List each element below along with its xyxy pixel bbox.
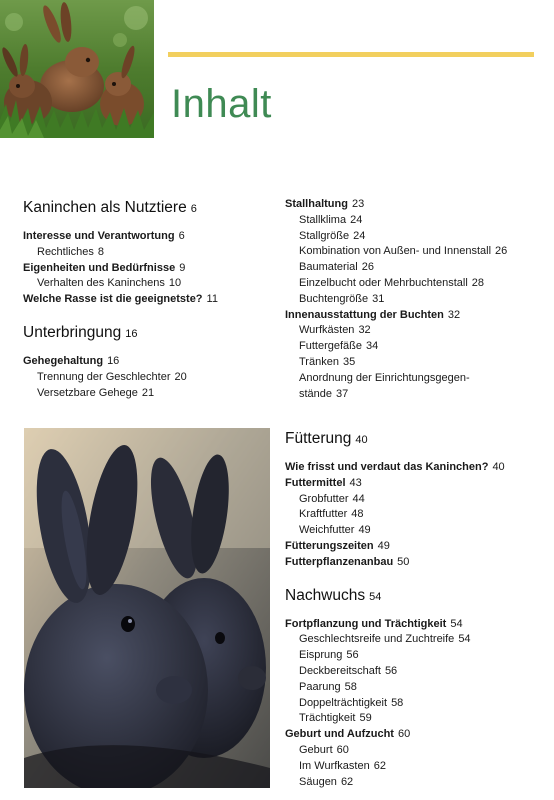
toc-entry-text: Eisprung [299,649,343,662]
toc-entry-page: 24 [350,213,363,226]
toc-entry-text: Innenausstattung der Buchten [285,308,444,321]
toc-entry [285,492,545,508]
toc-entry [285,323,545,339]
toc-entry-page: 37 [336,387,349,400]
toc-entry-text: Verhalten des Kaninchens [37,277,165,290]
toc-entry-text: Trächtigkeit [299,712,356,725]
toc-entry [285,213,545,229]
toc-right-top-column [285,197,545,402]
toc-entry-text: Kraftfutter [299,508,348,521]
toc-entry-text: Geschlechtsreife und Zuchtreife [299,633,455,646]
toc-entry-page: 31 [372,292,385,305]
toc-entry-page: 54 [458,633,471,646]
toc-entry [285,476,545,492]
toc-entry-text: Grobfutter [299,492,349,505]
toc-entry [285,292,545,308]
toc-entry-text: Paarung [299,680,341,693]
toc-entry-page: 60 [397,728,411,741]
toc-entry [285,308,545,324]
toc-entry-page: 54 [450,617,463,630]
toc-entry-text: Buchtengröße [299,292,369,305]
toc-entry [285,617,545,633]
toc-entry-text: Stallklima [299,213,347,226]
section-heading-label: Unterbringung [23,323,122,341]
section-heading-nachwuchs [285,585,545,608]
toc-entry [285,339,545,355]
toc-entry-page: 62 [340,775,354,788]
toc-entry-page: 6 [178,230,185,242]
toc-entry-page: 32 [447,308,461,321]
toc-entry [285,371,545,387]
section-heading-label: Kaninchen als Nutztiere [23,199,187,216]
toc-entry-page: 32 [358,324,371,337]
toc-entry-text: Geburt und Aufzucht [285,728,394,741]
toc-entry [23,245,273,261]
toc-entry-page: 26 [361,261,374,274]
toc-entry [285,727,545,743]
toc-entry-text: Stallgröße [299,229,350,242]
toc-entry [285,260,545,276]
toc-entry-page: 62 [373,759,386,772]
header-rule [168,52,534,57]
page-title: Inhalt [171,82,272,126]
toc-entry-page: 44 [352,492,365,505]
toc-entry [285,696,545,712]
toc-entry-page: 56 [384,664,398,677]
toc-entry-text: Gehegehaltung [23,354,104,367]
toc-entry-page: 16 [107,354,120,367]
toc-entry-text: Weichfutter [299,524,355,537]
toc-entry [285,539,545,555]
toc-entry-page: 28 [471,276,485,289]
toc-entry [23,276,273,292]
toc-entry [285,680,545,696]
black-rabbits-image [24,428,270,788]
toc-list-nachwuchs [285,617,545,791]
toc-entry-text: Rechtliches [37,245,94,258]
toc-entry-text: Futterpflanzenanbau [285,555,394,568]
toc-entry-text: Geburt [299,743,333,756]
toc-entry [23,386,273,402]
toc-entry-page: 9 [179,261,186,274]
toc-entry-page: 48 [351,508,364,521]
toc-entry [285,507,545,523]
toc-entry-page: 59 [359,712,372,725]
toc-entry [285,355,545,371]
toc-list-fuetterung [285,460,545,571]
section-heading-fuetterung [285,428,545,451]
toc-entry-text: stände [299,387,333,400]
toc-entry-page: 43 [349,476,362,489]
toc-entry-text: Anordnung der Einrichtungsgegen- [299,371,470,384]
toc-left-column [23,197,273,401]
toc-entry [285,759,545,775]
toc-entry-text: Im Wurfkasten [299,759,370,772]
toc-entry-page: 49 [358,524,371,537]
toc-entry-text: Interesse und Verantwortung [23,230,175,242]
toc-entry [285,276,545,292]
toc-entry-page: 58 [344,680,357,693]
toc-entry-page: 56 [346,649,359,662]
section-heading-label: Fütterung [285,430,352,447]
toc-entry-page: 10 [168,277,182,290]
toc-entry-text: Eigenheiten und Bedürfnisse [23,261,176,274]
toc-entry-page: 34 [365,340,379,353]
toc-entry-text: Tränken [299,355,339,368]
toc-entry-text: Trennung der Geschlechter [37,370,171,383]
toc-entry-page: 8 [97,245,104,258]
toc-entry [23,261,273,277]
toc-list-stallhaltung [285,197,545,402]
toc-entry [285,743,545,759]
section-heading-unterbringung [23,322,273,345]
toc-entry-page: 26 [495,245,508,258]
section-heading-nutztiere [23,197,273,220]
toc-entry-page: 11 [206,293,218,306]
toc-entry-page: 20 [174,370,187,383]
toc-entry [285,387,545,403]
toc-list-unterbringung [23,354,273,401]
toc-entry [285,244,545,260]
toc-entry [285,555,545,571]
toc-entry-page: 40 [492,461,505,473]
toc-entry-page: 58 [391,696,404,709]
toc-entry-text: Wurfkästen [299,324,355,337]
toc-entry-page: 49 [377,539,390,552]
toc-entry-text: Futtermittel [285,476,346,489]
toc-entry [23,229,273,245]
toc-entry [285,460,545,476]
toc-entry-text: Welche Rasse ist die geeignetste? [23,293,203,306]
section-heading-page: 6 [190,203,197,215]
toc-entry-text: Futtergefäße [299,340,362,353]
toc-entry [285,197,545,213]
toc-entry-text: Einzelbucht oder Mehrbuchtenstall [299,276,468,289]
toc-entry-text: Wie frisst und verdaut das Kaninchen? [285,461,489,473]
toc-entry-page: 60 [336,743,349,756]
toc-entry [23,354,273,370]
toc-entry [285,632,545,648]
toc-entry [285,648,545,664]
toc-entry-text: Stallhaltung [285,198,348,210]
toc-list-nutztiere [23,229,273,308]
toc-entry-text: Baumaterial [299,261,358,274]
toc-entry [285,711,545,727]
toc-entry-text: Deckbereitschaft [299,664,381,677]
toc-entry-page: 23 [351,198,365,210]
toc-entry-text: Kombination von Außen- und Innenstall [299,245,492,258]
toc-entry [285,775,545,791]
toc-entry-page: 24 [353,229,366,242]
toc-entry-page: 21 [141,386,155,399]
toc-entry [285,523,545,539]
toc-entry-text: Fortpflanzung und Trächtigkeit [285,617,447,630]
toc-entry-text: Versetzbare Gehege [37,386,138,399]
section-heading-page: 40 [355,434,368,446]
toc-right-bottom-column [285,428,545,790]
toc-entry [285,664,545,680]
section-heading-page: 16 [125,327,138,340]
toc-entry-text: Säugen [299,775,337,788]
section-heading-label: Nachwuchs [285,586,366,604]
toc-entry-text: Doppelträchtigkeit [299,696,388,709]
toc-entry-page: 50 [397,555,410,568]
toc-entry-text: Fütterungszeiten [285,539,374,552]
toc-entry [23,370,273,386]
toc-entry-page: 35 [342,355,356,368]
rabbits-in-grass-image [0,0,154,138]
section-heading-page: 54 [369,590,382,603]
toc-entry [23,292,273,308]
toc-entry [285,229,545,245]
